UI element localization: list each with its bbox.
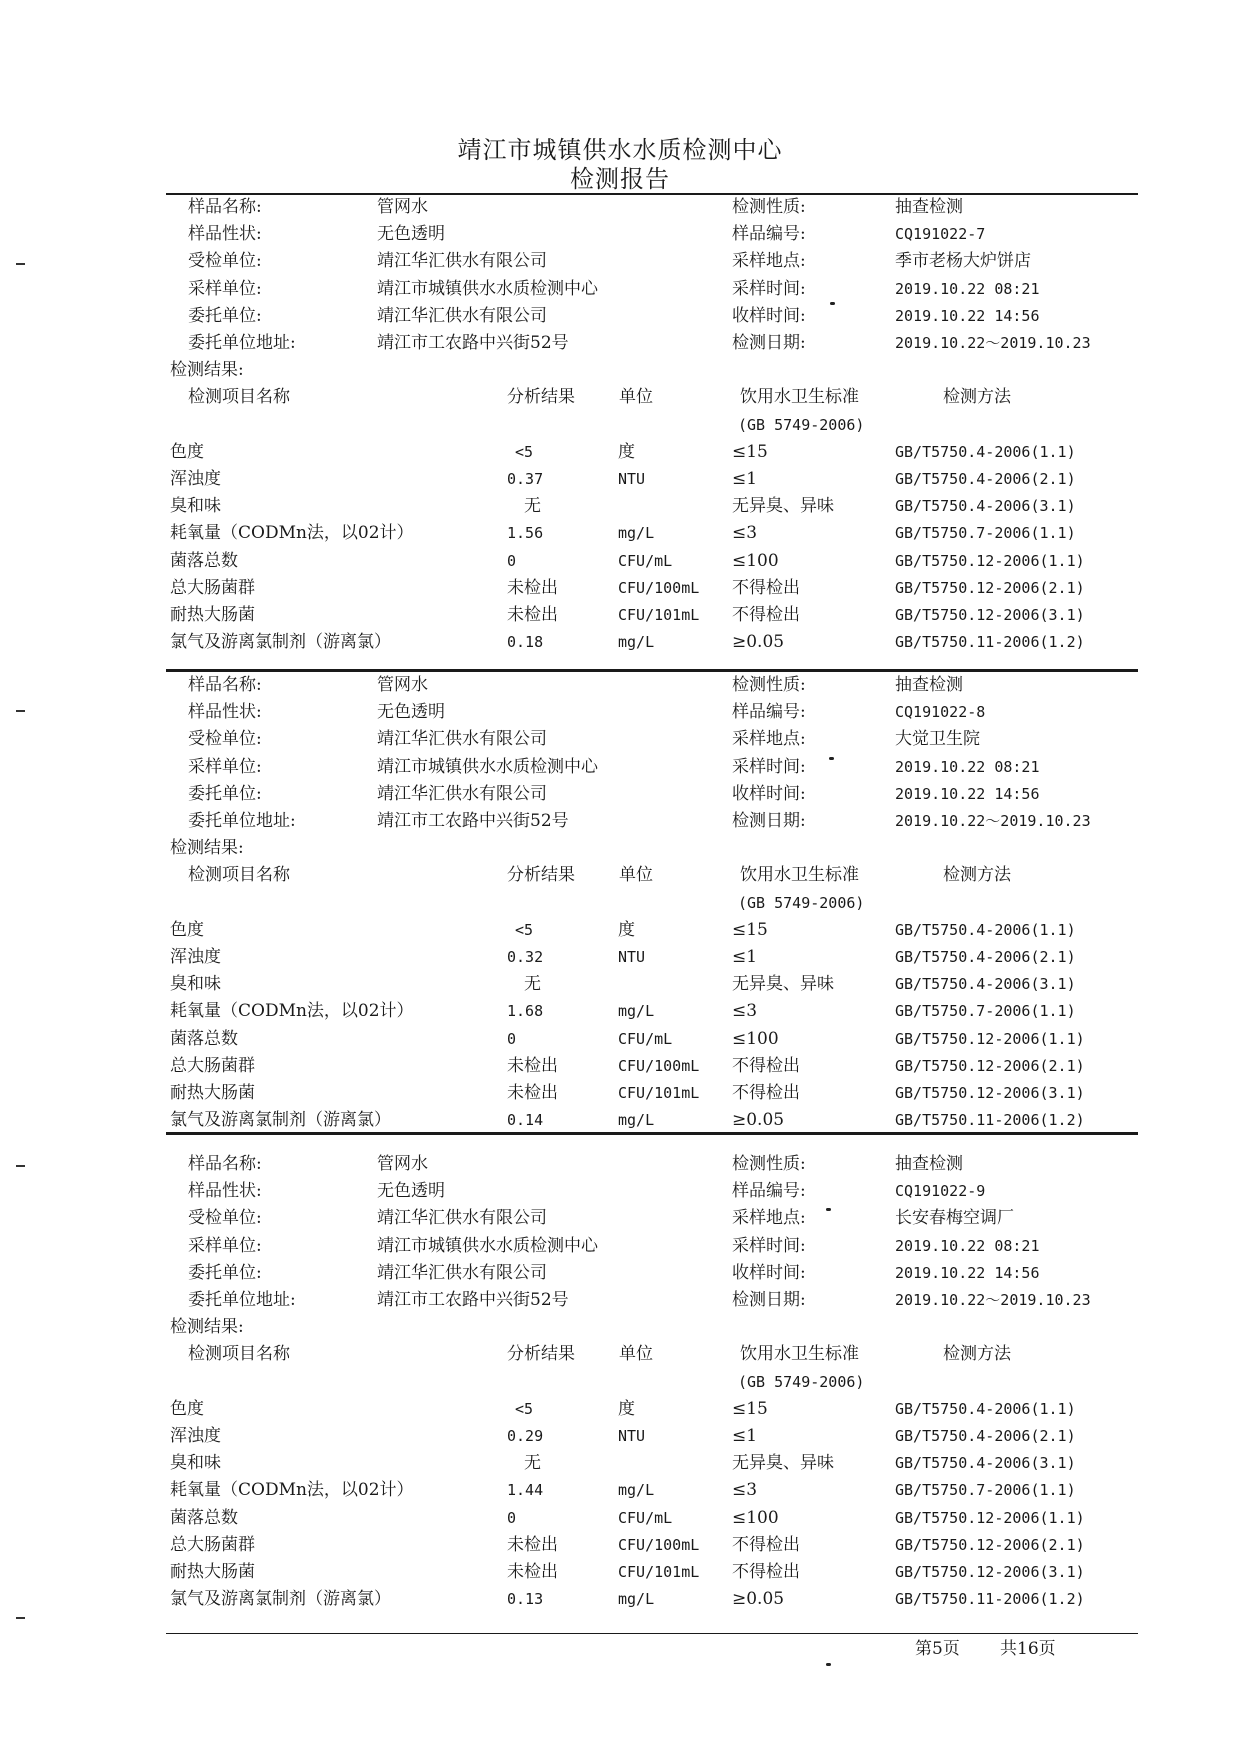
cell-standard: 无异臭、异味 [732,1453,834,1474]
field-label-client-unit: 委托单位: [188,783,262,804]
column-header-result: 分析结果 [507,865,575,886]
field-label-client-address: 委托单位地址: [188,811,296,831]
field-label-inspected-unit: 受检单位: [188,729,262,750]
column-header-standard-code: (GB 5749-2006) [738,415,865,434]
cell-standard: ≥0.05 [732,1110,785,1131]
section-rule [166,193,1138,195]
cell-standard: 不得检出 [732,1055,800,1076]
cell-result: <5 [515,442,534,461]
cell-unit: CFU/mL [618,1029,673,1048]
cell-standard: ≥0.05 [732,1589,785,1610]
cell-item: 耗氧量（CODMn法，以02计） [170,523,414,544]
field-value-test-nature: 抽查检测 [895,675,963,695]
cell-unit: CFU/101mL [618,1084,700,1102]
field-label-sampling-time: 采样时间: [732,756,806,777]
page-number: 第5页 [915,1639,960,1659]
field-value-test-date: 2019.10.22～2019.10.23 [895,812,1091,830]
cell-method: GB/T5750.4-2006(1.1) [895,442,1076,461]
page-subtitle: 检测报告 [570,165,670,193]
cell-item: 浑浊度 [170,469,221,489]
field-label-test-date: 检测日期: [732,811,806,831]
cell-unit: CFU/101mL [618,606,700,624]
field-label-sampling-site: 采样地点: [732,251,806,272]
cell-item: 氯气及游离氯制剂（游离氯） [170,1110,391,1131]
cell-unit: mg/L [618,1481,655,1500]
field-value-sample-no: CQ191022-8 [895,703,986,722]
field-label-sample-name: 样品名称: [188,675,262,695]
field-value-sample-name: 管网水 [377,675,428,695]
field-value-sampling-site: 季市老杨大炉饼店 [895,251,1031,272]
cell-result: 0.13 [507,1590,544,1609]
column-header-method: 检测方法 [943,1344,1011,1365]
cell-standard: ≤15 [732,1398,768,1419]
cell-standard: ≤100 [732,550,779,571]
column-header-result: 分析结果 [507,387,575,408]
cell-standard: 不得检出 [732,605,800,625]
field-label-sample-no: 样品编号: [732,1181,806,1202]
results-label: 检测结果: [170,360,244,381]
column-header-item: 检测项目名称 [188,865,290,886]
cell-unit: CFU/101mL [618,1563,700,1581]
field-value-receive-time: 2019.10.22 14:56 [895,1263,1040,1282]
cell-standard: 不得检出 [732,1083,800,1103]
cell-standard: ≤1 [732,469,758,489]
cell-method: GB/T5750.12-2006(2.1) [895,1056,1085,1075]
cell-method: GB/T5750.4-2006(3.1) [895,497,1076,516]
cell-standard: ≤100 [732,1028,779,1049]
field-value-sampling-time: 2019.10.22 08:21 [895,757,1040,776]
cell-standard: 无异臭、异味 [732,496,834,517]
column-header-item: 检测项目名称 [188,387,290,408]
scan-mark [16,710,25,712]
cell-item: 总大肠菌群 [170,577,255,598]
cell-method: GB/T5750.4-2006(2.1) [895,470,1076,488]
cell-item: 耐热大肠菌 [170,1562,255,1582]
cell-item: 耗氧量（CODMn法，以02计） [170,1480,414,1501]
cell-item: 耐热大肠菌 [170,605,255,625]
cell-method: GB/T5750.7-2006(1.1) [895,1481,1076,1500]
cell-result: 未检出 [507,577,558,598]
scan-mark [16,1617,25,1619]
cell-standard: ≤3 [732,1001,758,1022]
cell-unit: 度 [618,441,635,462]
field-value-client-address: 靖江市工农路中兴街52号 [377,333,569,353]
field-label-receive-time: 收样时间: [732,305,806,326]
column-header-result: 分析结果 [507,1344,575,1365]
scan-speck [830,302,835,305]
cell-result: 1.44 [507,1481,544,1500]
cell-method: GB/T5750.11-2006(1.2) [895,1590,1085,1609]
field-value-client-unit: 靖江华汇供水有限公司 [377,305,547,326]
column-header-unit: 单位 [619,865,653,886]
field-label-test-date: 检测日期: [732,333,806,353]
field-value-sampling-time: 2019.10.22 08:21 [895,1236,1040,1255]
cell-result: 0 [507,1029,517,1048]
cell-unit: mg/L [618,1111,655,1130]
cell-standard: ≤1 [732,1426,758,1446]
cell-standard: 不得检出 [732,1534,800,1555]
field-value-sample-property: 无色透明 [377,1181,445,1202]
cell-method: GB/T5750.12-2006(3.1) [895,606,1085,624]
field-value-test-date: 2019.10.22～2019.10.23 [895,1291,1091,1309]
field-value-client-unit: 靖江华汇供水有限公司 [377,1262,547,1283]
field-label-sampling-time: 采样时间: [732,278,806,299]
field-value-inspected-unit: 靖江华汇供水有限公司 [377,729,547,750]
field-value-test-nature: 抽查检测 [895,1154,963,1174]
page-total: 共16页 [1000,1639,1056,1659]
cell-unit: CFU/mL [618,551,673,570]
cell-standard: ≤15 [732,919,768,940]
cell-unit: CFU/100mL [618,1056,700,1075]
cell-item: 浑浊度 [170,947,221,967]
field-value-test-date: 2019.10.22～2019.10.23 [895,334,1091,352]
field-value-test-nature: 抽查检测 [895,197,963,217]
cell-unit: NTU [618,1427,646,1445]
field-label-sample-property: 样品性状: [188,224,262,245]
cell-result: <5 [515,920,534,939]
cell-unit: mg/L [618,1590,655,1609]
scan-mark [16,1165,25,1167]
column-header-method: 检测方法 [943,865,1011,886]
field-label-sample-property: 样品性状: [188,702,262,723]
field-label-sampling-unit: 采样单位: [188,278,262,299]
field-label-sampling-unit: 采样单位: [188,1235,262,1256]
column-header-standard: 饮用水卫生标准 [740,387,859,408]
cell-method: GB/T5750.11-2006(1.2) [895,1111,1085,1130]
cell-unit: NTU [618,948,646,966]
field-label-client-address: 委托单位地址: [188,333,296,353]
field-label-client-unit: 委托单位: [188,305,262,326]
field-label-sample-name: 样品名称: [188,1154,262,1174]
field-value-inspected-unit: 靖江华汇供水有限公司 [377,251,547,272]
cell-item: 臭和味 [170,974,221,995]
cell-item: 耐热大肠菌 [170,1083,255,1103]
column-header-standard: 饮用水卫生标准 [740,1344,859,1365]
scan-speck [826,1208,831,1211]
field-label-inspected-unit: 受检单位: [188,251,262,272]
cell-method: GB/T5750.4-2006(3.1) [895,1454,1076,1473]
cell-result: <5 [515,1399,534,1418]
field-label-client-address: 委托单位地址: [188,1290,296,1310]
cell-result: 未检出 [507,1562,558,1582]
cell-result: 0 [507,1508,517,1527]
cell-result: 0.32 [507,948,544,966]
cell-unit: 度 [618,919,635,940]
cell-standard: ≤15 [732,441,768,462]
field-label-sample-property: 样品性状: [188,1181,262,1202]
cell-unit: mg/L [618,633,655,652]
field-value-sampling-site: 大觉卫生院 [895,729,980,750]
cell-item: 菌落总数 [170,1507,238,1528]
cell-result: 未检出 [507,1055,558,1076]
field-value-sampling-site: 长安春梅空调厂 [895,1208,1014,1229]
cell-item: 总大肠菌群 [170,1534,255,1555]
cell-method: GB/T5750.12-2006(3.1) [895,1563,1085,1581]
field-label-test-nature: 检测性质: [732,1154,806,1174]
cell-item: 菌落总数 [170,550,238,571]
scan-speck [826,1663,831,1666]
cell-unit: NTU [618,470,646,488]
cell-method: GB/T5750.12-2006(1.1) [895,1029,1085,1048]
cell-method: GB/T5750.4-2006(3.1) [895,975,1076,994]
column-header-method: 检测方法 [943,387,1011,408]
section-rule [166,1132,1138,1135]
field-label-sample-name: 样品名称: [188,197,262,217]
field-value-sample-no: CQ191022-9 [895,1182,986,1201]
cell-method: GB/T5750.4-2006(2.1) [895,948,1076,966]
cell-result: 0.29 [507,1427,544,1445]
cell-unit: CFU/100mL [618,578,700,597]
scan-speck [829,757,834,760]
field-label-receive-time: 收样时间: [732,1262,806,1283]
field-value-sample-no: CQ191022-7 [895,225,986,244]
field-value-receive-time: 2019.10.22 14:56 [895,306,1040,325]
field-label-sampling-unit: 采样单位: [188,756,262,777]
cell-standard: ≤3 [732,523,758,544]
cell-item: 浑浊度 [170,1426,221,1446]
field-value-client-address: 靖江市工农路中兴街52号 [377,1290,569,1310]
section-rule [166,669,1138,672]
field-value-sampling-unit: 靖江市城镇供水水质检测中心 [377,278,598,299]
column-header-standard: 饮用水卫生标准 [740,865,859,886]
field-label-sampling-site: 采样地点: [732,729,806,750]
cell-standard: 不得检出 [732,577,800,598]
cell-method: GB/T5750.7-2006(1.1) [895,1002,1076,1021]
field-label-sampling-site: 采样地点: [732,1208,806,1229]
cell-item: 臭和味 [170,496,221,517]
cell-unit: mg/L [618,1002,655,1021]
column-header-item: 检测项目名称 [188,1344,290,1365]
field-value-sample-name: 管网水 [377,197,428,217]
cell-standard: 无异臭、异味 [732,974,834,995]
cell-standard: ≤3 [732,1480,758,1501]
cell-standard: ≥0.05 [732,632,785,653]
field-label-inspected-unit: 受检单位: [188,1208,262,1229]
cell-method: GB/T5750.12-2006(1.1) [895,1508,1085,1527]
field-value-inspected-unit: 靖江华汇供水有限公司 [377,1208,547,1229]
field-label-sampling-time: 采样时间: [732,1235,806,1256]
page-title: 靖江市城镇供水水质检测中心 [457,136,783,164]
cell-item: 耗氧量（CODMn法，以02计） [170,1001,414,1022]
cell-method: GB/T5750.12-2006(2.1) [895,1535,1085,1554]
cell-result: 0.37 [507,470,544,488]
cell-method: GB/T5750.12-2006(3.1) [895,1084,1085,1102]
cell-standard: 不得检出 [732,1562,800,1582]
cell-item: 菌落总数 [170,1028,238,1049]
field-value-client-address: 靖江市工农路中兴街52号 [377,811,569,831]
cell-result: 0.18 [507,633,544,652]
cell-method: GB/T5750.12-2006(1.1) [895,551,1085,570]
cell-standard: ≤100 [732,1507,779,1528]
cell-item: 氯气及游离氯制剂（游离氯） [170,632,391,653]
column-header-unit: 单位 [619,387,653,408]
field-value-receive-time: 2019.10.22 14:56 [895,784,1040,803]
field-label-client-unit: 委托单位: [188,1262,262,1283]
cell-method: GB/T5750.4-2006(1.1) [895,920,1076,939]
cell-item: 氯气及游离氯制剂（游离氯） [170,1589,391,1610]
cell-unit: CFU/100mL [618,1535,700,1554]
cell-result: 无 [524,974,541,995]
cell-standard: ≤1 [732,947,758,967]
cell-item: 总大肠菌群 [170,1055,255,1076]
field-label-test-nature: 检测性质: [732,675,806,695]
field-value-sample-property: 无色透明 [377,224,445,245]
field-value-sampling-unit: 靖江市城镇供水水质检测中心 [377,1235,598,1256]
results-label: 检测结果: [170,838,244,859]
cell-result: 未检出 [507,1534,558,1555]
cell-result: 无 [524,496,541,517]
cell-result: 未检出 [507,605,558,625]
field-value-sampling-time: 2019.10.22 08:21 [895,279,1040,298]
field-value-sampling-unit: 靖江市城镇供水水质检测中心 [377,756,598,777]
column-header-standard-code: (GB 5749-2006) [738,1372,865,1391]
cell-method: GB/T5750.12-2006(2.1) [895,578,1085,597]
field-label-sample-no: 样品编号: [732,702,806,723]
cell-result: 1.68 [507,1002,544,1021]
cell-method: GB/T5750.4-2006(1.1) [895,1399,1076,1418]
cell-item: 色度 [170,1398,204,1419]
footer-rule [166,1633,1138,1634]
field-label-sample-no: 样品编号: [732,224,806,245]
field-value-sample-name: 管网水 [377,1154,428,1174]
cell-method: GB/T5750.7-2006(1.1) [895,524,1076,543]
scan-mark [16,263,25,265]
cell-item: 色度 [170,919,204,940]
cell-method: GB/T5750.11-2006(1.2) [895,633,1085,652]
field-label-test-nature: 检测性质: [732,197,806,217]
cell-unit: 度 [618,1398,635,1419]
cell-method: GB/T5750.4-2006(2.1) [895,1427,1076,1445]
cell-result: 1.56 [507,524,544,543]
field-value-sample-property: 无色透明 [377,702,445,723]
cell-unit: CFU/mL [618,1508,673,1527]
field-value-client-unit: 靖江华汇供水有限公司 [377,783,547,804]
results-label: 检测结果: [170,1317,244,1338]
cell-result: 0 [507,551,517,570]
cell-item: 色度 [170,441,204,462]
cell-unit: mg/L [618,524,655,543]
column-header-standard-code: (GB 5749-2006) [738,893,865,912]
cell-result: 0.14 [507,1111,544,1130]
cell-item: 臭和味 [170,1453,221,1474]
field-label-receive-time: 收样时间: [732,783,806,804]
cell-result: 无 [524,1453,541,1474]
field-label-test-date: 检测日期: [732,1290,806,1310]
cell-result: 未检出 [507,1083,558,1103]
column-header-unit: 单位 [619,1344,653,1365]
